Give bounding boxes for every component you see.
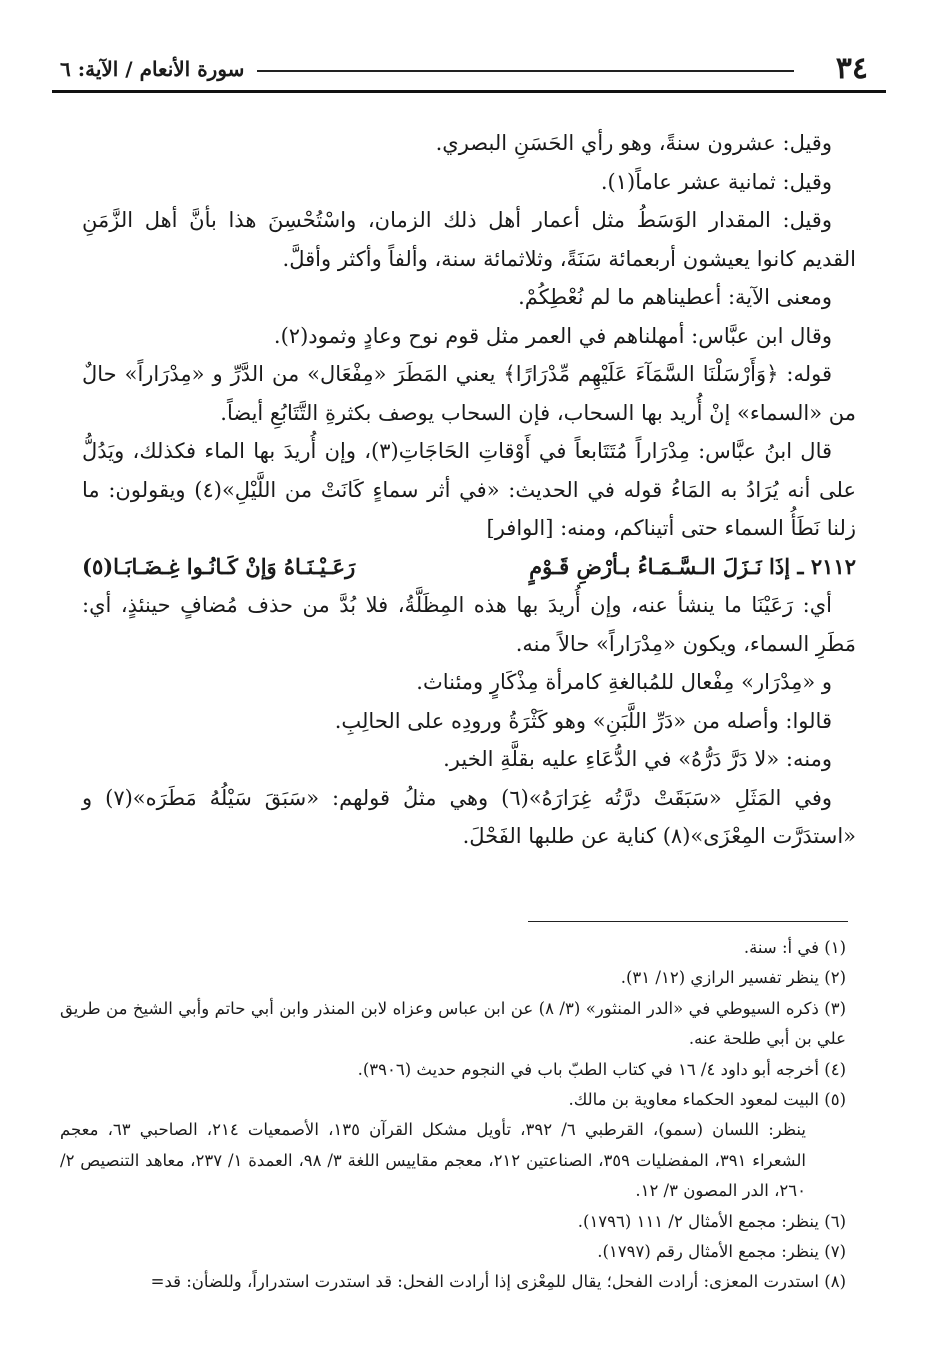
header-rule xyxy=(52,90,886,93)
page-number: ٣٤ xyxy=(835,51,868,86)
footnote: (١) في أ: سنة. xyxy=(743,938,846,957)
text-line: قوله: ﴿وَأَرْسَلْنَا السَّمَآءَ عَلَيْهِم مِّدْرَارًا﴾ يعني المَطَرَ «مِفْعَال» من الدَّرِّ و «مِدْرَاراً» حالٌ من «السماء» إنْ أُريد بها السحاب، فإن السحاب يوصف بكثرةِ التَّتَابُعِ أيضاً. xyxy=(82,362,856,425)
text-line: قال ابنُ عبَّاس: مِدْرَاراً مُتَتَابعاً في أَوْقاتِ الحَاجَاتِ(٣)، وإن أُريدَ بها الماء فكذلك، ويَدُلُّ على أنه يُرَادُ به المَاءُ قوله في الحديث: «في أثر سماءٍ كَانَتْ من اللَّيْلِ»(٤) ويقولون: ما زلنا نَطَأُ السماء حتى أتيناكم، ومنه: [الوافر] xyxy=(82,439,856,540)
footnotes xyxy=(60,933,846,1298)
page-header xyxy=(52,50,886,90)
text-line: ومنه: «لا دَرَّ دَرُّهُ» في الدُّعَاءِ عليه بقلَّةِ الخير. xyxy=(443,747,832,771)
text-line: وفي المَثَلِ «سَبَقَتْ درَّتُه غِرَارَهُ»(٦) وهي مثلُ قولهم: «سَبَقَ سَيْلُهُ مَطَرَه»(٧) و «استدَرَّت المِعْزَى»(٨) كناية عن طلبها الفَحْلَ. xyxy=(82,785,856,848)
verse-hemistich-2: رَعَـيْـنَـاهُ وَإنْ كَـانُـوا غِـضَـابَـا(٥) xyxy=(82,553,356,579)
verse-number: ٢١١٢ ـ xyxy=(797,553,856,579)
text-line: قالوا: وأصله من «دَرِّ اللَّبَنِ» وهو كَثْرَةُ ورودِه على الحالِبِ. xyxy=(334,708,832,733)
footnote-separator xyxy=(528,921,848,922)
footnote: (٦) ينظر: مجمع الأمثال ٢/ ١١١ (١٧٩٦). xyxy=(577,1211,846,1231)
text-line: و «مِدْرَار» مِفْعال للمُبالغةِ كامرأة مِذْكَارٍ ومئناث. xyxy=(416,670,832,694)
text-line: ومعنى الآية: أعطيناهم ما لم نُعْطِكُمْ. xyxy=(518,285,832,309)
text-line: وقيل: المقدار الوَسَطُ مثل أعمار أهل ذلك الزمان، واسْتُحْسِنَ هذا بأنَّ أهل الزَّمَنِ القديم كانوا يعيشون أربعمائة سَنَةً، وثلاثمائة سنة، وألفاً وأكثر وأقلَّ. xyxy=(82,208,856,271)
footnote-continuation: ينظر: اللسان (سمو)، القرطبي ٦/ ٣٩٢، تأويل مشكل القرآن ١٣٥، الأصمعيات ٢١٤، الصاحبي ٦٣، معجم الشعراء ٣٩١، المفضليات ٣٥٩، الصناعتين ٢١٢، معجم مقاييس اللغة ٣/ ٩٨، العمدة ١/ ٢٣٧، معاهد التنصيص ٢/ ٢٦٠، الدر المصون ٣/ ١٢. xyxy=(60,1120,807,1201)
footnote: (٥) البيت لمعود الحكماء معاوية بن مالك. xyxy=(568,1090,846,1110)
running-title: سورة الأنعام / الآية: ٦ xyxy=(60,57,245,81)
verse-hemistich-1: إذَا نَـزَلَ الـسَّـمَـاءُ بـأرْضِ قَـوْمٍ xyxy=(529,553,791,579)
verse-first-hemistich xyxy=(529,548,856,587)
footnote: (٧) ينظر: مجمع الأمثال رقم (١٧٩٧). xyxy=(597,1242,846,1262)
text-line: وقال ابن عبَّاس: أمهلناهم في العمر مثل قوم نوح وعادٍ وثمود(٢). xyxy=(273,323,832,348)
header-rule-thin xyxy=(257,70,794,72)
footnote: (٨) استدرت المعزى: أرادت الفحل؛ يقال للمِعْزى إذا أرادت الفحل: قد استدرت استدراراً، وللضأن: قد= xyxy=(150,1272,846,1292)
main-text xyxy=(82,124,856,856)
poetry-verse xyxy=(82,548,856,587)
text-line: وقيل: عشرون سنةً، وهو رأي الحَسَنِ البصري. xyxy=(435,131,832,155)
text-line: أي: رَعَيْنَا ما ينشأ عنه، وإن أُريدَ بها هذه المِظَلَّةُ، فلا بُدَّ من حذف مُضافٍ حينئذٍ، أي: مَطَرِ السماء، ويكون «مِدْرَاراً» حالاً منه. xyxy=(82,593,856,656)
footnote: (٣) ذكره السيوطي في «الدر المنثور» (٣/ ٨) عن ابن عباس وعزاه لابن المنذر وابن أبي حاتم وأبي الشيخ من طريق علي بن أبي طلحة عنه. xyxy=(60,998,847,1049)
text-line: وقيل: ثمانية عشر عاماً(١). xyxy=(600,169,832,194)
footnote: (٢) ينظر تفسير الرازي (١٢/ ٣١). xyxy=(620,968,846,988)
footnote: (٤) أخرجه أبو داود ٤/ ١٦ في كتاب الطبّ باب في النجوم حديث (٣٩٠٦). xyxy=(357,1059,846,1079)
